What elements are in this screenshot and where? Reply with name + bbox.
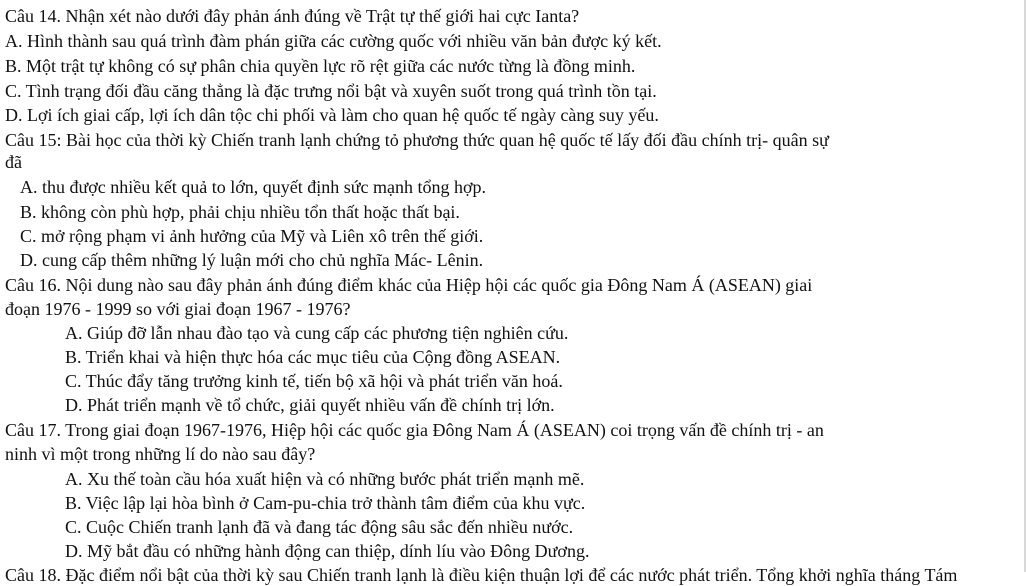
- q16-stem-line1: Câu 16. Nội dung nào sau đây phản ánh đúng điểm khác của Hiệp hội các quốc gia Đông Nam Á (ASEAN) giai: [5, 275, 813, 295]
- q14-option-a: A. Hình thành sau quá trình đàm phán giữa các cường quốc với nhiều văn bản được ký kết.: [5, 31, 662, 51]
- q14-option-c: C. Tình trạng đối đầu căng thẳng là đặc trưng nổi bật và xuyên suốt trong quá trình tồn tại.: [5, 81, 657, 101]
- q16-option-a: A. Giúp đỡ lẫn nhau đào tạo và cung cấp các phương tiện nghiên cứu.: [65, 323, 569, 343]
- q16-stem-line2: đoạn 1976 - 1999 so với giai đoạn 1967 - 1976?: [5, 299, 351, 319]
- q17-option-b: B. Việc lập lại hòa bình ở Cam-pu-chia trở thành tâm điểm của khu vực.: [65, 493, 586, 513]
- q15-option-c: C. mở rộng phạm vi ảnh hưởng của Mỹ và Liên xô trên thế giới.: [20, 226, 484, 246]
- q15-option-d: D. cung cấp thêm những lý luận mới cho chủ nghĩa Mác- Lênin.: [20, 250, 484, 270]
- q15-stem-line2: đã: [5, 152, 22, 172]
- q16-option-d: D. Phát triển mạnh về tổ chức, giải quyết nhiều vấn đề chính trị lớn.: [65, 395, 555, 415]
- q17-stem-line1: Câu 17. Trong giai đoạn 1967-1976, Hiệp hội các quốc gia Đông Nam Á (ASEAN) coi trọng vấn đề chính trị - an: [5, 420, 824, 440]
- q15-option-a: A. thu được nhiều kết quả to lớn, quyết định sức mạnh tổng hợp.: [20, 177, 487, 197]
- q14-option-b: B. Một trật tự không có sự phân chia quyền lực rõ rệt giữa các nước từng là đồng minh.: [5, 56, 636, 76]
- q17-option-c: C. Cuộc Chiến tranh lạnh đã và đang tác động sâu sắc đến nhiều nước.: [65, 517, 574, 537]
- q16-option-c: C. Thúc đẩy tăng trưởng kinh tế, tiến bộ xã hội và phát triển văn hoá.: [65, 371, 563, 391]
- q14-option-d: D. Lợi ích giai cấp, lợi ích dân tộc chi phối và làm cho quan hệ quốc tế ngày càng suy yếu.: [5, 105, 659, 125]
- q16-option-b: B. Triển khai và hiện thực hóa các mục tiêu của Cộng đồng ASEAN.: [65, 347, 561, 367]
- q15-option-b: B. không còn phù hợp, phải chịu nhiều tổn thất hoặc thất bại.: [20, 202, 460, 222]
- q15-stem-line1: Câu 15: Bài học của thời kỳ Chiến tranh lạnh chứng tỏ phương thức quan hệ quốc tế lấy đối đầu chính trị- quân sự: [5, 130, 829, 150]
- q17-option-a: A. Xu thế toàn cầu hóa xuất hiện và có những bước phát triển mạnh mẽ.: [65, 469, 585, 489]
- q17-option-d: D. Mỹ bắt đầu có những hành động can thiệp, dính líu vào Đông Dương.: [65, 541, 590, 561]
- q17-stem-line2: ninh vì một trong những lí do nào sau đây?: [5, 444, 316, 464]
- q14-stem: Câu 14. Nhận xét nào dưới đây phản ánh đúng về Trật tự thế giới hai cực Ianta?: [5, 6, 580, 26]
- q18-partial-line: Câu 18. Đặc điểm nổi bật của thời kỳ sau Chiến tranh lạnh là điều kiện thuận lợi để các nước phát triển. Tổng khởi nghĩa tháng Tám: [5, 565, 958, 585]
